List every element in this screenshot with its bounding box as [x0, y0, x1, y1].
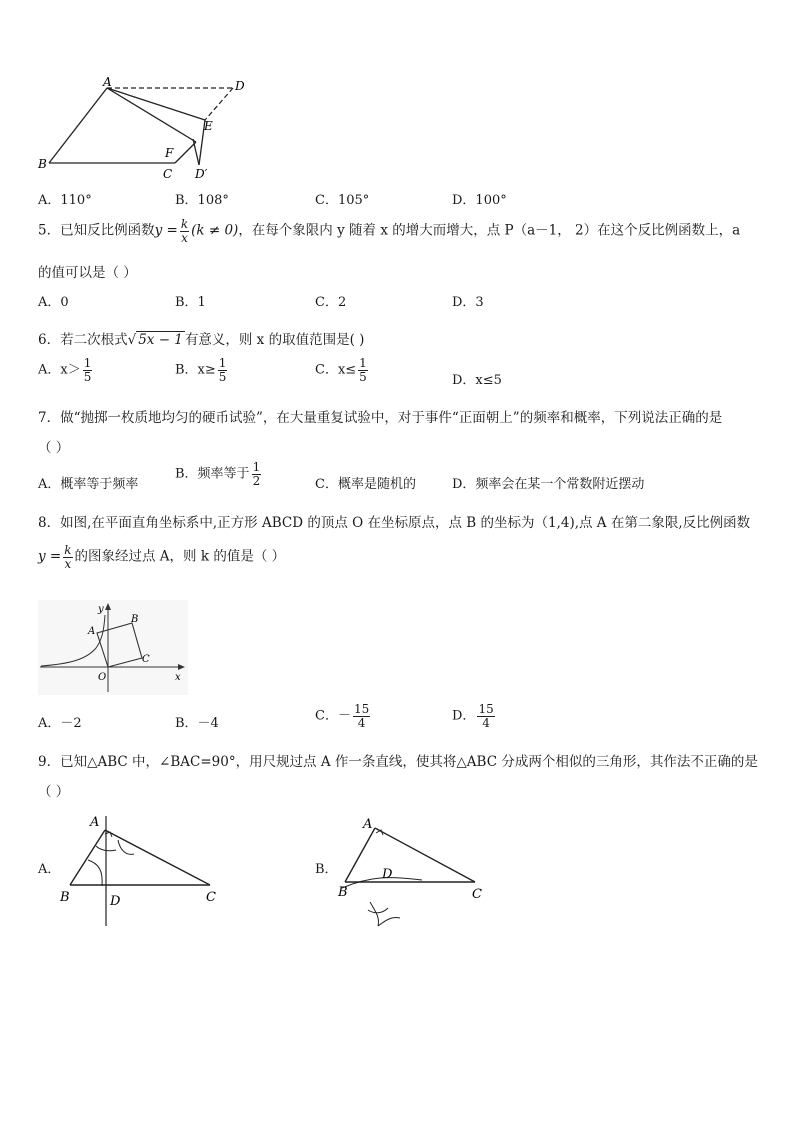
q8-stem: 8．如图,在平面直角坐标系中,正方形 ABCD 的顶点 O 在坐标原点，点 B 的坐标为（1,4),点 A 在第二象限,反比例函数 [38, 515, 751, 531]
q4-option-a[interactable]: A．110° [38, 193, 92, 208]
label-a: A [88, 626, 96, 637]
q6-stem: 6．若二次根式√ 5x − 1 有意义，则 x 的取值范围是( ) [38, 332, 365, 348]
label-c: C [142, 654, 150, 665]
label-d: D [235, 79, 245, 93]
q6-option-b[interactable]: B．x≥ $\frac{1}{5}$ [175, 356, 227, 384]
q7-option-a[interactable]: A．概率等于频率 [38, 477, 139, 492]
q6-option-d[interactable]: D．x≤5 [452, 373, 502, 388]
q8-figure [38, 600, 188, 695]
q7-option-c[interactable]: C．概率是随机的 [315, 477, 416, 492]
q4-figure [35, 75, 250, 185]
label-a: A [103, 75, 112, 89]
label-o: O [98, 672, 107, 683]
q5-option-b[interactable]: B．1 [175, 295, 206, 310]
q9-option-a[interactable]: A． [38, 862, 61, 877]
q6-option-c[interactable]: C．x≤ $\frac{1}{5}$ [315, 356, 367, 384]
q9-stem-line2: （ ） [38, 784, 70, 800]
q9-figure-a [58, 808, 228, 928]
q4-option-d[interactable]: D．100° [452, 193, 507, 208]
label-c: C [472, 887, 482, 902]
label-b: B [131, 614, 139, 625]
label-b: B [38, 157, 47, 171]
q5-option-d[interactable]: D．3 [452, 295, 484, 310]
label-a: A [90, 815, 100, 830]
q6-option-a[interactable]: A．x＞ $\frac{1}{5}$ [38, 356, 92, 384]
q8-option-c[interactable]: C．－ $\frac{15}{4}$ [315, 702, 370, 730]
label-f: F [165, 146, 174, 160]
label-x: x [175, 672, 181, 683]
q8-stem-line2: y = $\frac{k}{x}$ 的图象经过点 A，则 k 的值是（ ） [38, 543, 286, 571]
label-d-prime: D′ [195, 167, 208, 181]
q9-figure-b [330, 808, 500, 928]
label-e: E [204, 119, 213, 133]
q7-option-b[interactable]: B．频率等于 $\frac{1}{2}$ [175, 460, 261, 488]
q5-stem: 5．已知反比例函数y = $\frac{k}{x}$ (k ≠ 0)，在每个象限内 y 随着 x 的增大而增大，点 P（a－1， 2）在这个反比例函数上，a [38, 217, 741, 245]
label-d: D [110, 894, 121, 909]
q4-option-c[interactable]: C．105° [315, 193, 370, 208]
q5-option-a[interactable]: A．0 [38, 295, 69, 310]
q5-option-c[interactable]: C．2 [315, 295, 347, 310]
label-a: A [363, 817, 373, 832]
q7-stem: 7．做“抛掷一枚质地均匀的硬币试验”，在大量重复试验中，对于事件“正面朝上”的频率和概率，下列说法正确的是 [38, 410, 723, 426]
label-b: B [338, 885, 348, 900]
label-d: D [382, 867, 393, 882]
q7-option-d[interactable]: D．频率会在某一个常数附近摆动 [452, 477, 645, 492]
q8-option-a[interactable]: A．－2 [38, 716, 82, 731]
label-c: C [163, 167, 173, 181]
q9-option-b[interactable]: B． [315, 862, 338, 877]
q8-option-d[interactable]: D． $\frac{15}{4}$ [452, 702, 494, 730]
label-b: B [60, 890, 70, 905]
q4-option-b[interactable]: B．108° [175, 193, 229, 208]
q5-stem-line2: 的值可以是（ ） [38, 265, 137, 281]
q7-stem-line2: （ ） [38, 440, 70, 456]
q8-option-b[interactable]: B．－4 [175, 716, 219, 731]
q9-stem: 9．已知△ABC 中，∠BAC=90°，用尺规过点 A 作一条直线，使其将△ABC 分成两个相似的三角形，其作法不正确的是 [38, 754, 758, 770]
label-c: C [206, 890, 216, 905]
label-y: y [98, 604, 104, 615]
